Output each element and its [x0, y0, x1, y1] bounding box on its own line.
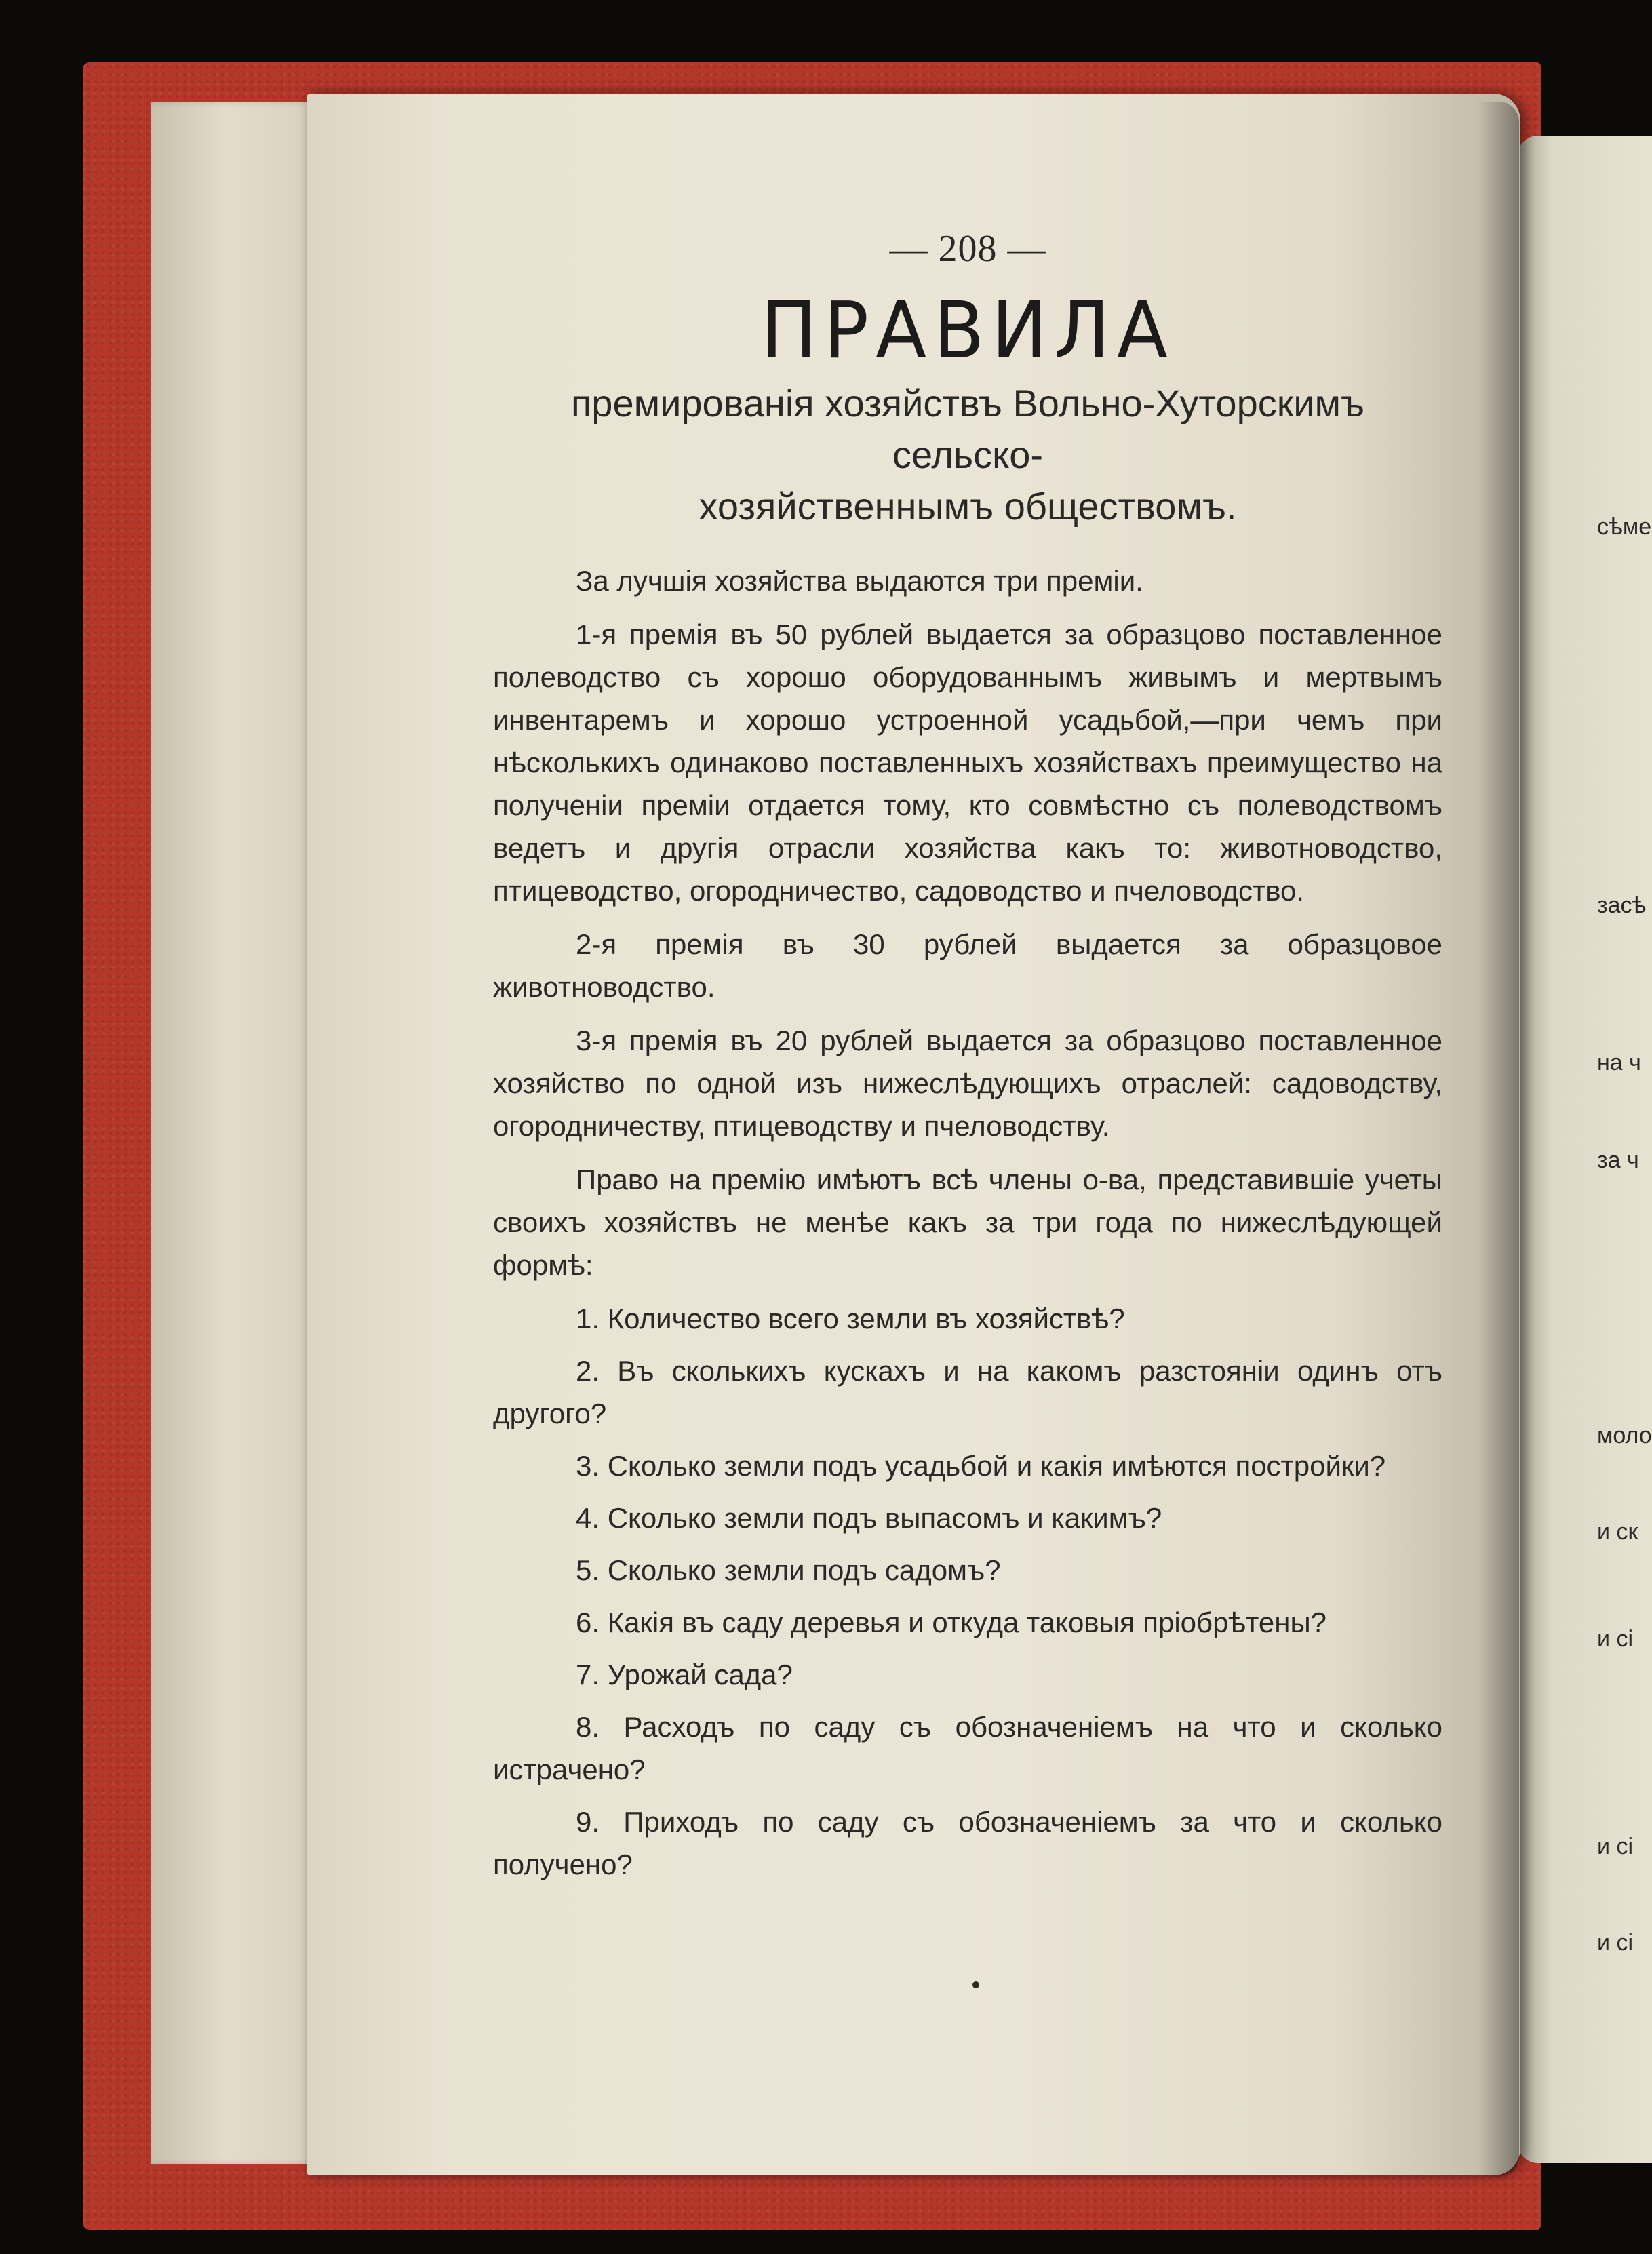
question-item: 4. Сколько земли подъ выпасомъ и какимъ? [576, 1502, 1162, 1534]
page-subtitle [493, 378, 1442, 532]
question-item: 5. Сколько земли подъ садомъ? [576, 1554, 1001, 1586]
right-page-fragment: и сі [1597, 1626, 1633, 1652]
right-page-fragment: на ч [1597, 1050, 1641, 1075]
question-item: 6. Какія въ саду деревья и откуда таковыя пріобрѣтены? [576, 1606, 1327, 1638]
page-number: — 208 — [889, 228, 1046, 270]
subtitle-line: хозяйственнымъ обществомъ. [699, 485, 1237, 528]
page-title: ПРАВИЛА [760, 284, 1175, 376]
paragraph-second-prize: 2-я премія въ 30 рублей выдается за образцовое животноводство. [493, 928, 1442, 1003]
right-page-fragment: моло [1597, 1423, 1652, 1448]
paragraph-third-prize: 3-я премія въ 20 рублей выдается за образцово поставленное хозяйство по одной изъ нижеслѣдующихъ отраслей: садоводству, огородничеству, птицеводству и пчеловодству. [493, 1025, 1442, 1142]
question-item: 3. Сколько земли подъ усадьбой и какія имѣются постройки? [576, 1450, 1386, 1482]
right-page-fragment: сѣме [1597, 514, 1652, 540]
page-gutter [1478, 102, 1519, 2177]
question-item: 7. Урожай сада? [576, 1659, 793, 1691]
right-page-fragment: и сі [1597, 1930, 1633, 1956]
subtitle-line: премированія хозяйствъ Вольно-Хуторскимъ сельско- [570, 382, 1364, 476]
paragraph-eligibility: Право на премію имѣютъ всѣ члены о-ва, представившіе учеты своихъ хозяйствъ не менѣе какъ за три года по нижеслѣдующей формѣ: [493, 1164, 1442, 1281]
page-content [493, 227, 1442, 1895]
right-page-fragment: засѣ [1597, 892, 1647, 918]
question-item: 8. Расходъ по саду съ обозначеніемъ на что и сколько истрачено? [493, 1711, 1442, 1785]
paragraph-first-prize: 1-я премія въ 50 рублей выдается за образцово поставленное полеводство съ хорошо оборудованнымъ живымъ и мертвымъ инвентаремъ и хорошо устроенной усадьбой,—при чемъ при нѣсколькихъ одинаково поставленныхъ хозяйствахъ преимущество на полученіи преміи отдается тому, кто совмѣстно съ полеводствомъ ведетъ и другія отрасли хозяйства какъ то: животноводство, птицеводство, огородничество, садоводство и пчеловодство. [493, 618, 1442, 907]
right-page-fragment: и сі [1597, 1834, 1633, 1859]
right-page-fragment: за ч [1597, 1147, 1639, 1173]
question-item: 2. Въ сколькихъ кускахъ и на какомъ разстояніи одинъ отъ другого? [493, 1355, 1442, 1429]
right-page-fragment: и ск [1597, 1519, 1638, 1545]
question-item: 9. Приходъ по саду съ обозначеніемъ за что и сколько получено? [493, 1806, 1442, 1880]
paragraph-intro: За лучшія хозяйства выдаются три преміи. [576, 565, 1143, 597]
page-ornament-dot [972, 1981, 979, 1988]
question-item: 1. Количество всего земли въ хозяйствѣ? [576, 1303, 1125, 1334]
